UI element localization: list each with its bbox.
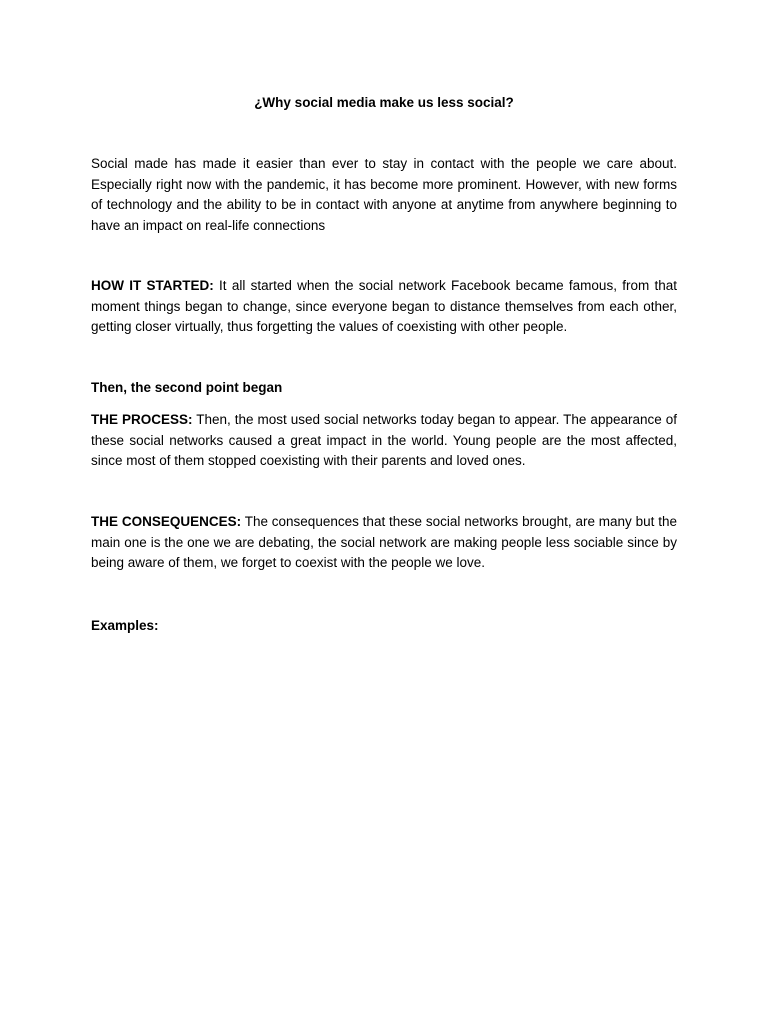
consequences-text: The consequences that these social networks brought, are many but the main one is the one we are debating, the social network are making people less sociable since by being aware of them, we forget to coexist with the people we love. <box>91 514 677 571</box>
consequences-paragraph <box>91 512 677 574</box>
examples-heading: Examples: <box>91 618 159 633</box>
how-it-started-heading: HOW IT STARTED: <box>91 278 214 293</box>
intro-paragraph: Social made has made it easier than ever to stay in contact with the people we care about. Especially right now with the pandemic, it has become more prominent. However, with new forms of technology and the ability to be in contact with anyone at anytime from anywhere beginning to have an impact on real-life connections <box>91 156 677 233</box>
process-text: Then, the most used social networks today began to appear. The appearance of these social networks caused a great impact in the world. Young people are the most affected, since most of them stopped coexisting with their parents and loved ones. <box>91 412 677 469</box>
how-it-started-paragraph <box>91 276 677 338</box>
how-it-started-text: It all started when the social network Facebook became famous, from that moment things began to change, since everyone began to distance themselves from each other, getting closer virtually, thus forgetting the values of coexisting with other people. <box>91 278 678 335</box>
process-heading: THE PROCESS: <box>91 412 193 427</box>
process-paragraph <box>91 410 677 472</box>
consequences-heading: THE CONSEQUENCES: <box>91 514 242 529</box>
document-title: ¿Why social media make us less social? <box>254 95 514 110</box>
second-point-heading: Then, the second point began <box>91 380 283 395</box>
